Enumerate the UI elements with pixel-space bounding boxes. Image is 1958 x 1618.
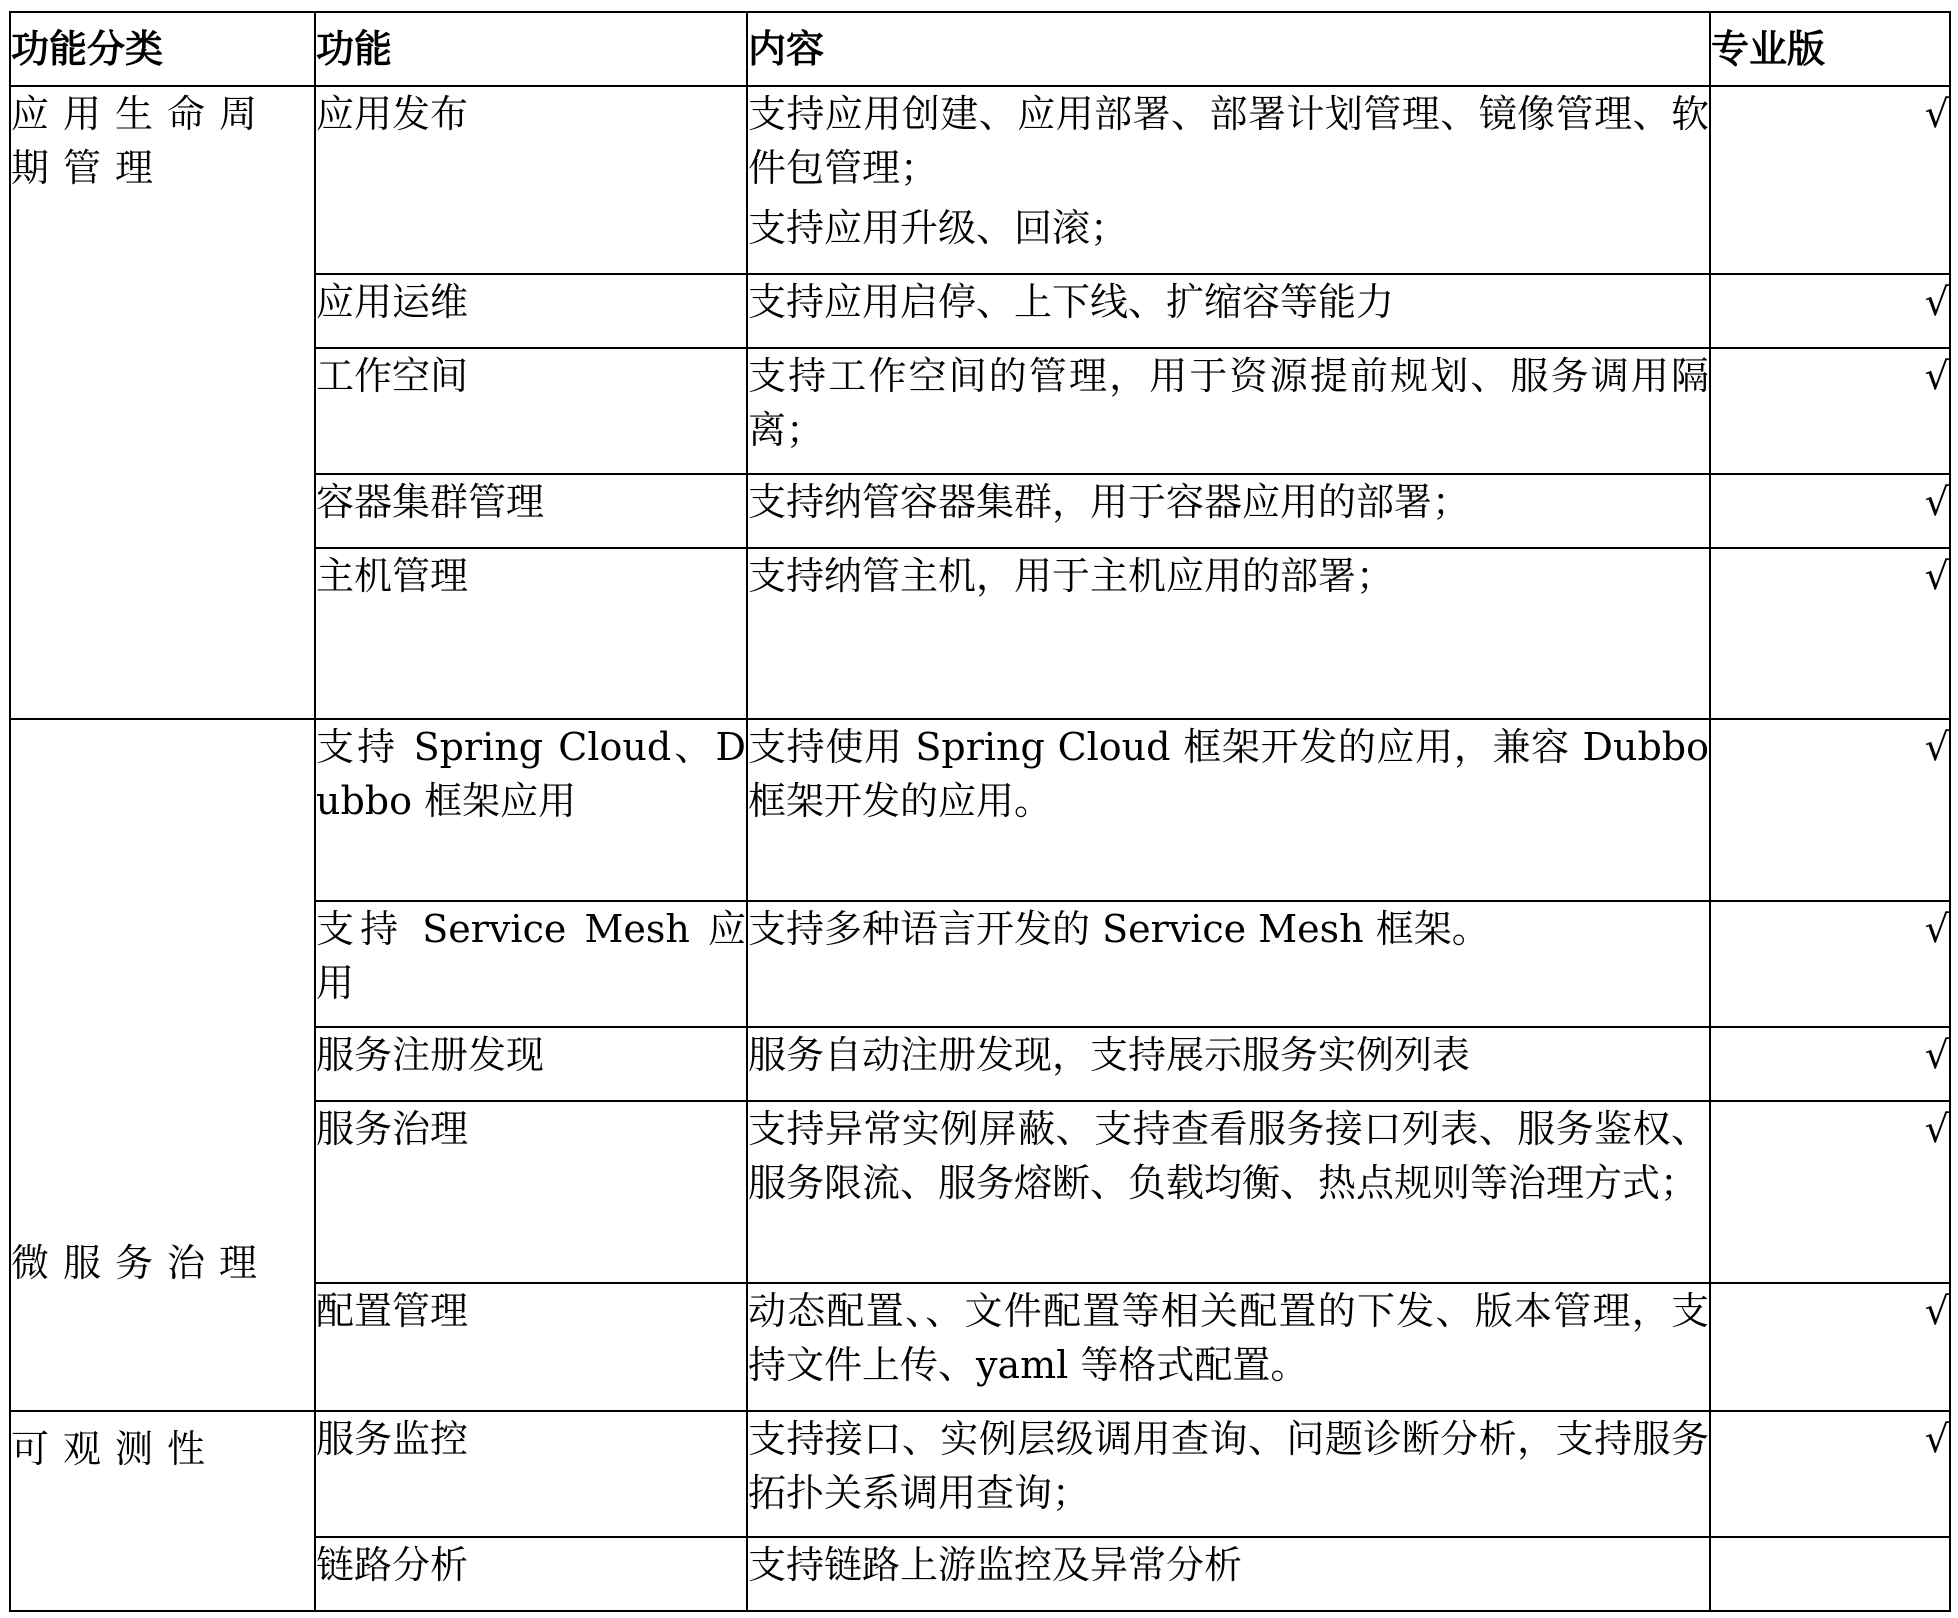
content-cell: [747, 1537, 1710, 1611]
category-cell: 可观测性: [10, 1411, 315, 1611]
checkmark: √: [1710, 719, 1950, 901]
function-cell: 服务注册发现: [315, 1027, 747, 1101]
checkmark: √: [1710, 1411, 1950, 1537]
feature-table-container: [9, 11, 1949, 1612]
content-cell: [747, 1027, 1710, 1101]
function-cell: 支持 Service Mesh 应用: [315, 901, 747, 1027]
content-paragraph: 支持纳管主机，用于主机应用的部署；: [748, 554, 1395, 598]
content-cell: [747, 1101, 1710, 1283]
content-paragraph: 支持接口、实例层级调用查询、问题诊断分析，支持服务拓扑关系调用查询；: [748, 1417, 1709, 1515]
content-cell: [747, 901, 1710, 1027]
function-cell: 服务治理: [315, 1101, 747, 1283]
table-row: [10, 1411, 1950, 1537]
function-label: 支持 Spring Cloud、Dubbo 框架应用: [316, 725, 746, 823]
content-paragraph: 支持使用 Spring Cloud 框架开发的应用，兼容 Dubbo 框架开发的应用。: [748, 725, 1709, 823]
content-paragraph: 支持应用升级、回滚；: [748, 206, 1129, 250]
content-cell: [747, 474, 1710, 548]
function-cell: 应用运维: [315, 274, 747, 348]
table-header-row: [10, 12, 1950, 86]
content-paragraph: 动态配置、、文件配置等相关配置的下发、版本管理，支持文件上传、yaml 等格式配置。: [748, 1289, 1709, 1387]
checkmark: √: [1710, 1027, 1950, 1101]
function-cell: 配置管理: [315, 1283, 747, 1411]
table-row: [10, 719, 1950, 901]
content-cell: [747, 1283, 1710, 1411]
content-cell: [747, 719, 1710, 901]
content-paragraph: 支持纳管容器集群，用于容器应用的部署；: [748, 480, 1471, 524]
function-cell: 应用发布: [315, 86, 747, 274]
function-cell: 容器集群管理: [315, 474, 747, 548]
header-category: 功能分类: [10, 12, 315, 86]
checkmark: √: [1710, 1101, 1950, 1283]
checkmark: √: [1710, 548, 1950, 719]
function-cell: 主机管理: [315, 548, 747, 719]
function-cell: 工作空间: [315, 348, 747, 474]
header-professional: 专业版: [1710, 12, 1950, 86]
content-paragraph: 支持异常实例屏蔽、支持查看服务接口列表、服务鉴权、服务限流、服务熔断、负载均衡、热点规则等治理方式；: [748, 1107, 1709, 1205]
category-cell: 微服务治理: [10, 719, 315, 1411]
function-cell: 服务监控: [315, 1411, 747, 1537]
function-cell: 链路分析: [315, 1537, 747, 1611]
checkmark-empty: [1710, 1537, 1950, 1611]
function-cell: [315, 719, 747, 901]
content-paragraph: 支持链路上游监控及异常分析: [748, 1543, 1243, 1587]
checkmark: √: [1710, 1283, 1950, 1411]
table-row: [10, 86, 1950, 274]
content-paragraph: 支持多种语言开发的 Service Mesh 框架。: [748, 907, 1490, 951]
feature-table: [9, 11, 1951, 1612]
content-cell: [747, 86, 1710, 274]
checkmark: √: [1710, 348, 1950, 474]
checkmark: √: [1710, 474, 1950, 548]
header-content: 内容: [747, 12, 1710, 86]
checkmark: √: [1710, 274, 1950, 348]
category-cell: 应用生命周期管理: [10, 86, 315, 719]
checkmark: √: [1710, 86, 1950, 274]
content-paragraph: 服务自动注册发现，支持展示服务实例列表: [748, 1033, 1471, 1077]
content-paragraph: 支持应用创建、应用部署、部署计划管理、镜像管理、软件包管理；: [748, 92, 1709, 190]
content-cell: [747, 548, 1710, 719]
header-function: 功能: [315, 12, 747, 86]
content-paragraph: 支持应用启停、上下线、扩缩容等能力: [748, 280, 1395, 324]
content-cell: [747, 274, 1710, 348]
content-cell: [747, 1411, 1710, 1537]
content-paragraph: 支持工作空间的管理，用于资源提前规划、服务调用隔离；: [748, 354, 1709, 452]
checkmark: √: [1710, 901, 1950, 1027]
content-cell: [747, 348, 1710, 474]
